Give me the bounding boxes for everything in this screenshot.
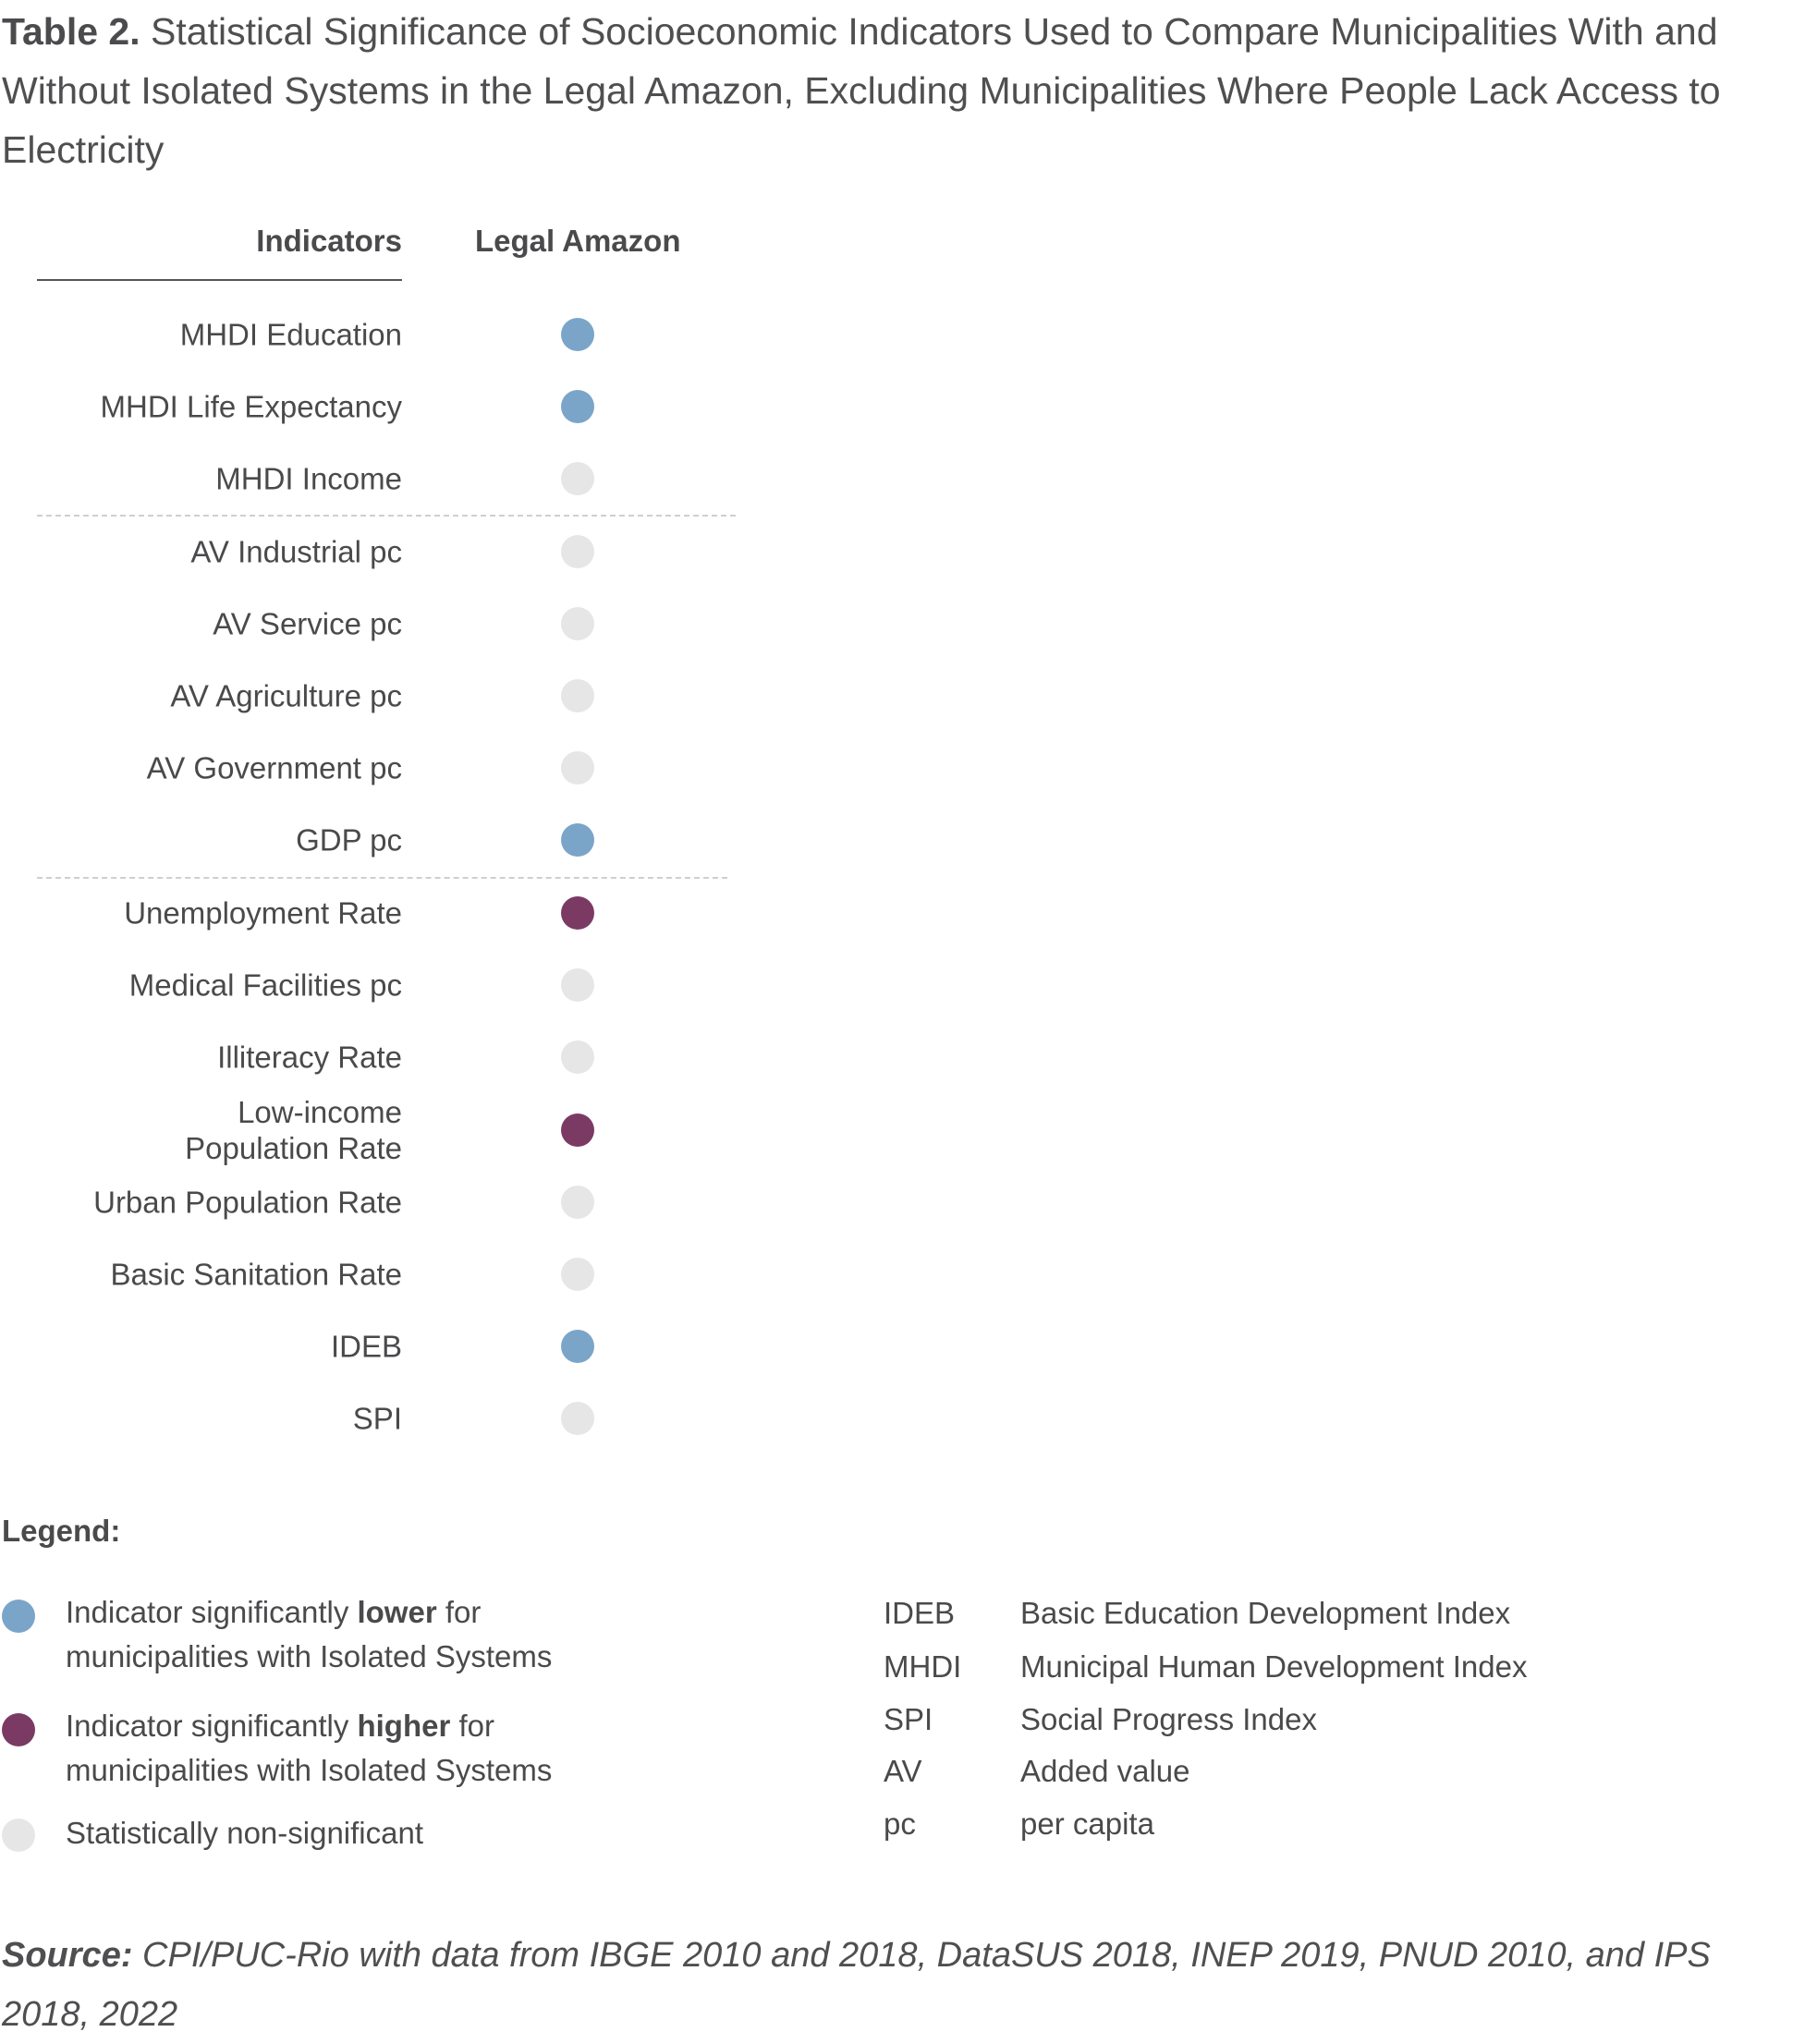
significance-dot-lower-icon: [561, 390, 594, 423]
indicator-label: SPI: [352, 1401, 402, 1436]
indicator-label: AV Service pc: [213, 606, 402, 641]
legend-lower-dot-icon: [2, 1600, 35, 1633]
abbreviation-term: SPI: [884, 1702, 933, 1736]
indicator-label: GDP pc: [296, 822, 402, 858]
indicator-label: Unemployment Rate: [124, 895, 402, 931]
significance-dot-non-significant-icon: [561, 1040, 594, 1074]
significance-dot-non-significant-icon: [561, 1186, 594, 1219]
abbreviation-term: MHDI: [884, 1649, 962, 1684]
significance-dot-non-significant-icon: [561, 1402, 594, 1435]
significance-dot-non-significant-icon: [561, 968, 594, 1002]
indicator-label: MHDI Income: [215, 461, 402, 496]
source-note: [2, 1926, 1776, 2044]
legend-higher-text: [66, 1704, 552, 1793]
header-underline: [37, 279, 402, 281]
legend-nonsig-dot-icon: [2, 1819, 35, 1852]
significance-dot-non-significant-icon: [561, 535, 594, 568]
significance-dot-lower-icon: [561, 823, 594, 857]
source-label: Source:: [2, 1936, 133, 1975]
legend-higher-post: for: [450, 1709, 495, 1743]
abbreviation-definition: Added value: [1020, 1754, 1190, 1788]
indicator-label: MHDI Education: [179, 317, 402, 352]
legend-higher-bold: higher: [357, 1709, 451, 1743]
abbreviation-definition: Social Progress Index: [1020, 1702, 1317, 1736]
legend-higher-dot-icon: [2, 1713, 35, 1746]
significance-dot-non-significant-icon: [561, 1258, 594, 1291]
significance-dot-lower-icon: [561, 1330, 594, 1363]
indicator-label: Illiteracy Rate: [217, 1040, 402, 1075]
indicator-label: [0, 1094, 402, 1166]
abbreviation-definition: per capita: [1020, 1807, 1154, 1841]
indicator-label: Medical Facilities pc: [128, 967, 402, 1003]
significance-dot-non-significant-icon: [561, 607, 594, 640]
indicator-label: AV Government pc: [146, 750, 402, 785]
table-title: [2, 2, 1799, 179]
indicator-label: MHDI Life Expectancy: [100, 389, 402, 424]
significance-dot-higher-icon: [561, 896, 594, 930]
source-text: CPI/PUC-Rio with data from IBGE 2010 and 2018, DataSUS 2018, INEP 2019, PNUD 2010, and IPS 2018, 2022: [2, 1936, 1711, 2034]
significance-dot-non-significant-icon: [561, 679, 594, 712]
significance-dot-non-significant-icon: [561, 462, 594, 495]
column-header-indicators: Indicators: [256, 224, 402, 258]
significance-dot-lower-icon: [561, 318, 594, 351]
indicator-label: AV Industrial pc: [190, 534, 402, 569]
indicator-label: Basic Sanitation Rate: [110, 1257, 402, 1292]
legend-title: Legend:: [2, 1514, 121, 1548]
group-divider-1: [37, 515, 736, 517]
table-number: Table 2.: [2, 10, 140, 53]
indicator-label: IDEB: [330, 1329, 402, 1364]
indicator-label: AV Agriculture pc: [170, 678, 402, 713]
legend-nonsig-text: Statistically non-significant: [66, 1816, 424, 1850]
legend-lower-pre: Indicator significantly: [66, 1595, 358, 1629]
abbreviation-definition: Basic Education Development Index: [1020, 1596, 1511, 1630]
column-header-legal-amazon: Legal Amazon: [475, 224, 681, 258]
table-caption: Statistical Significance of Socioeconomic Indicators Used to Compare Municipalities With and Without Isolated Systems in the Legal Amazon, Excluding Municipalities Where People Lack Access to Electricity: [2, 10, 1721, 171]
legend-higher-pre: Indicator significantly: [66, 1709, 358, 1743]
indicator-label: Urban Population Rate: [93, 1185, 402, 1220]
significance-dot-non-significant-icon: [561, 751, 594, 785]
indicator-label-line2: Population Rate: [185, 1131, 402, 1165]
significance-dot-higher-icon: [561, 1113, 594, 1147]
abbreviation-definition: Municipal Human Development Index: [1020, 1649, 1528, 1684]
legend-lower-line2: municipalities with Isolated Systems: [66, 1639, 553, 1673]
indicator-label-line1: Low-income: [238, 1095, 402, 1129]
legend-lower-post: for: [436, 1595, 482, 1629]
legend-higher-line2: municipalities with Isolated Systems: [66, 1753, 553, 1787]
group-divider-2: [37, 877, 727, 879]
legend-lower-text: [66, 1590, 552, 1679]
abbreviation-term: AV: [884, 1754, 922, 1788]
abbreviation-term: IDEB: [884, 1596, 956, 1630]
legend-lower-bold: lower: [357, 1595, 437, 1629]
abbreviation-term: pc: [884, 1807, 916, 1841]
